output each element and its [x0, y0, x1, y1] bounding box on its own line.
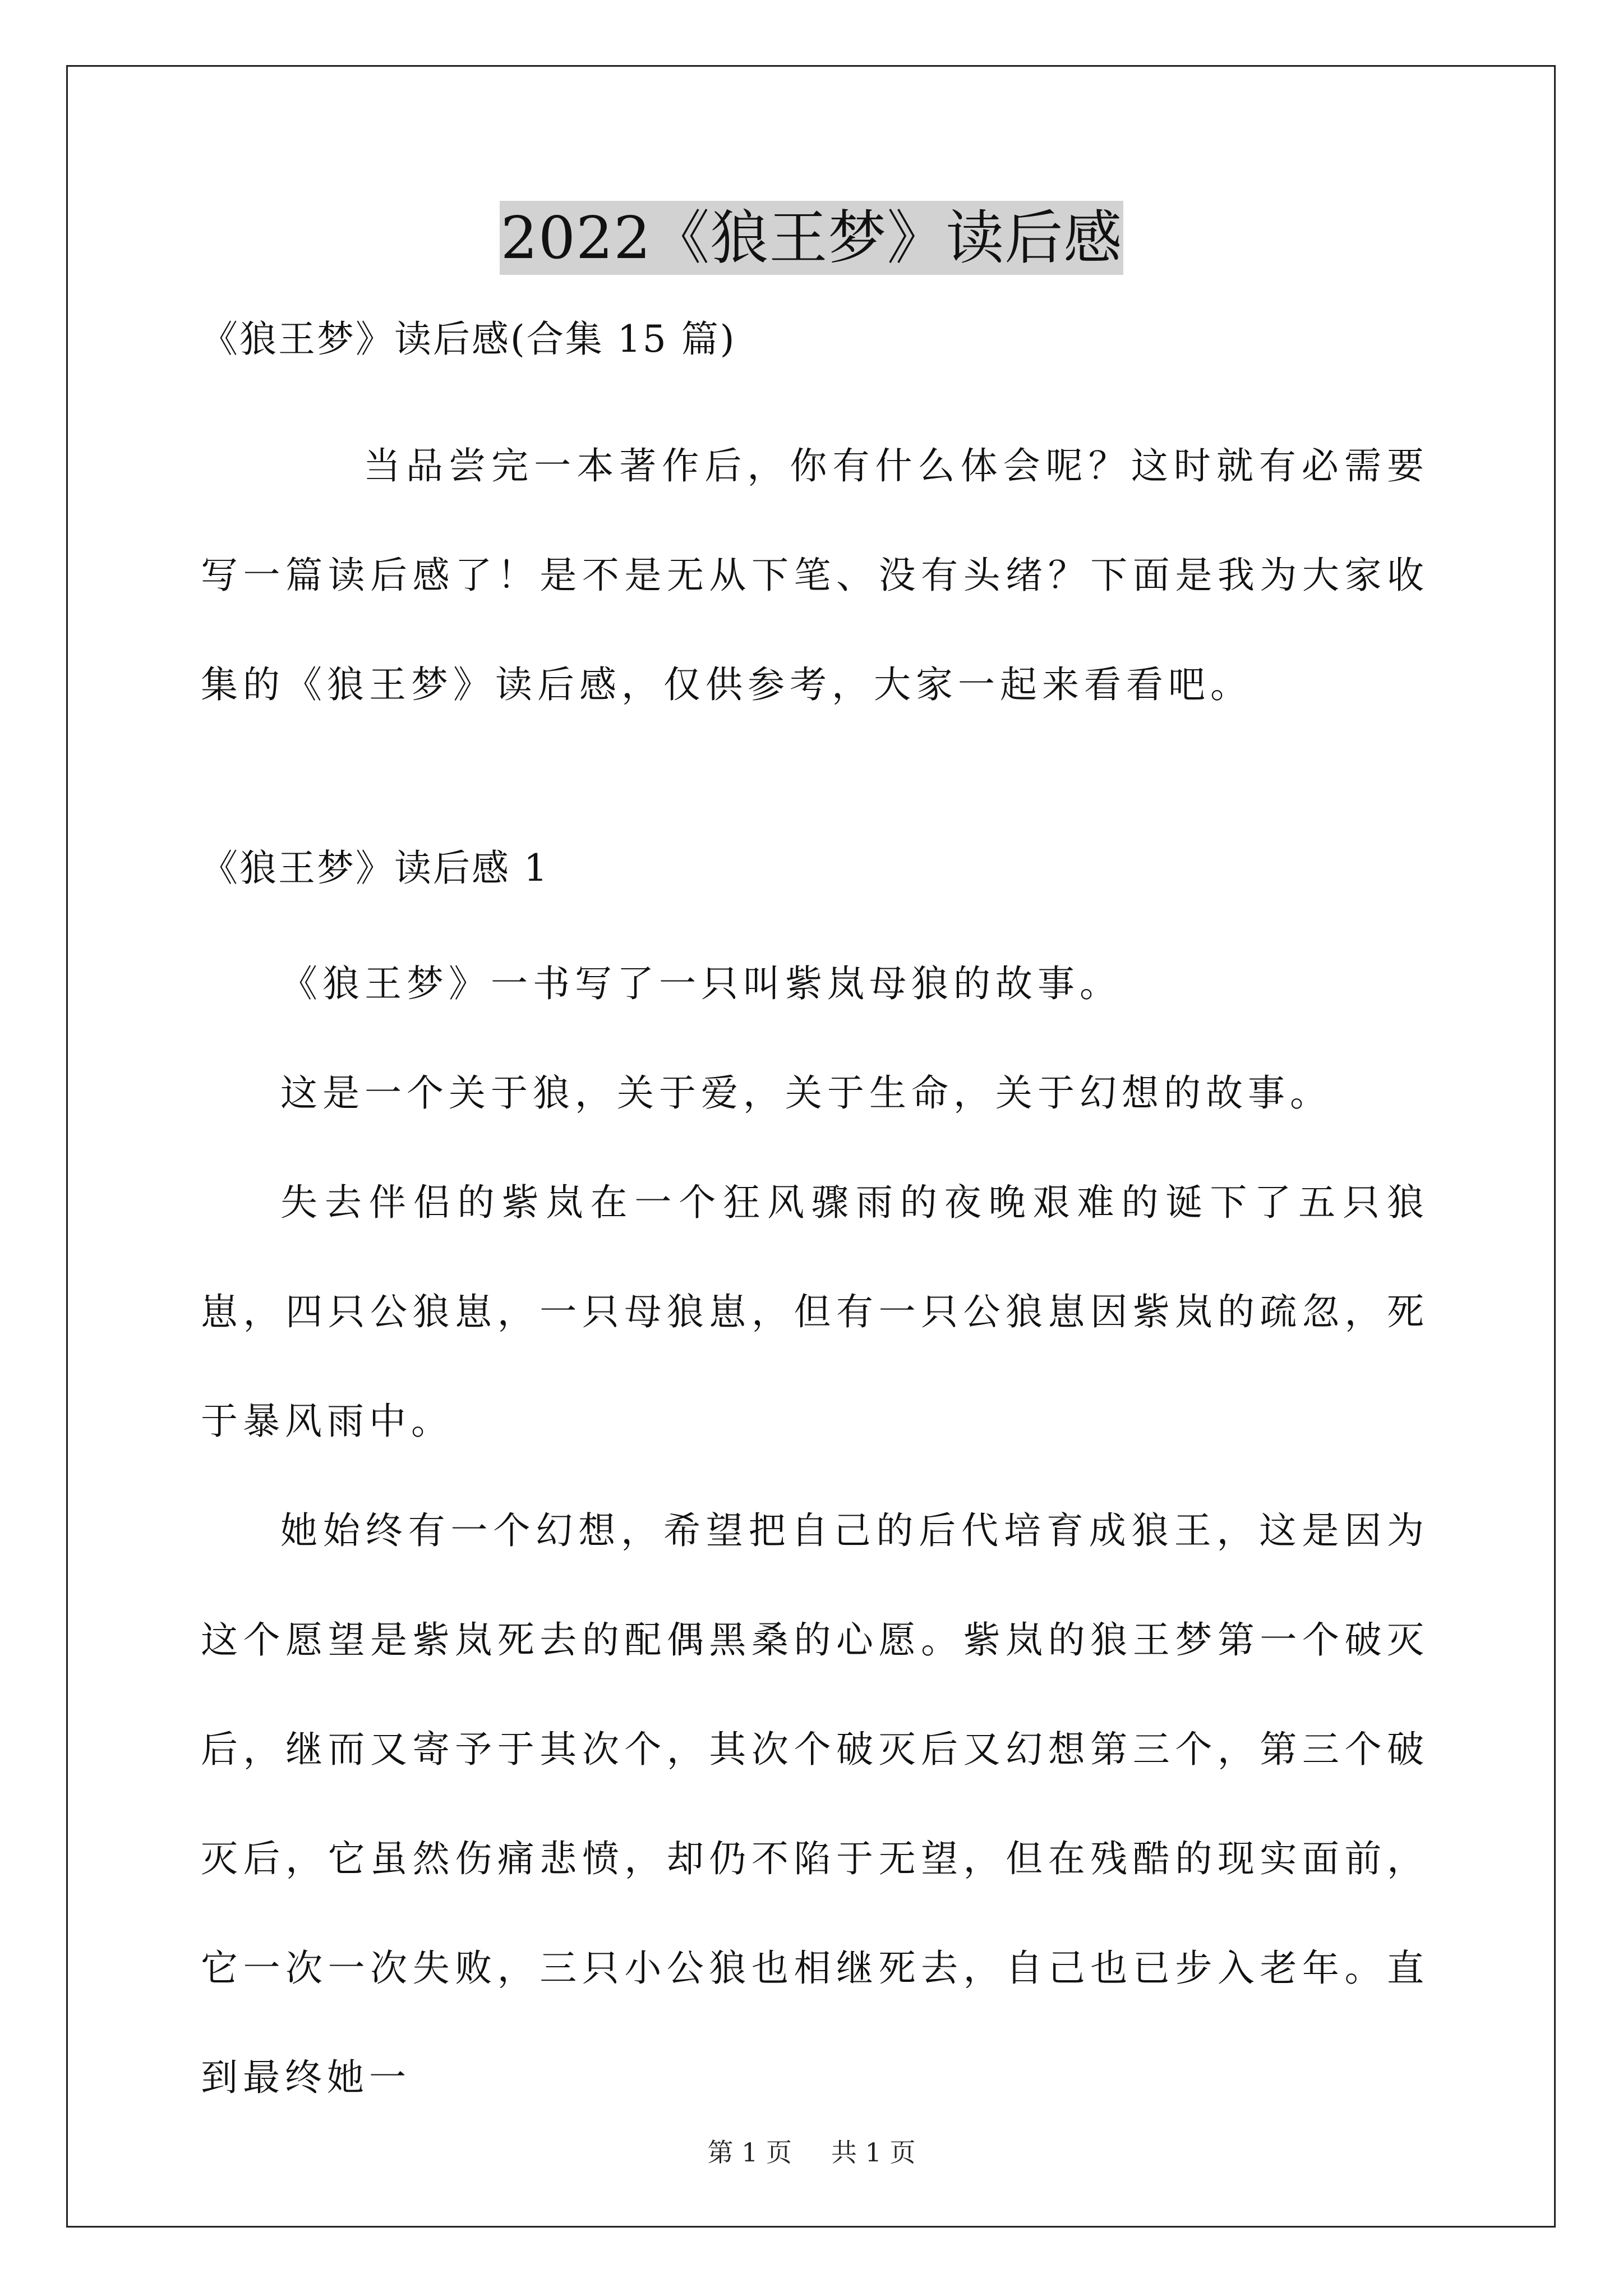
body-paragraph: 失去伴侣的紫岚在一个狂风骤雨的夜晚艰难的诞下了五只狼崽，四只公狼崽，一只母狼崽，但有一只公狼崽因紫岚的疏忽，死于暴风雨中。	[201, 1181, 1429, 1443]
document-body	[201, 306, 1429, 2132]
page-number: 第 1 页	[707, 2137, 792, 2168]
document-subtitle: 《狼王梦》读后感(合集 15 篇)	[201, 318, 736, 361]
section-heading: 《狼王梦》读后感 1	[201, 846, 549, 890]
document-title: 2022《狼王梦》读后感	[500, 201, 1124, 275]
body-paragraph: 这是一个关于狼，关于爱，关于生命，关于幻想的故事。	[280, 1071, 1332, 1115]
page-total: 共 1 页	[831, 2137, 916, 2168]
page-footer	[0, 2136, 1623, 2169]
intro-paragraph: 当品尝完一本著作后，你有什么体会呢？这时就有必需要写一篇读后感了！是不是无从下笔、没有头绪？下面是我为大家收集的《狼王梦》读后感，仅供参考，大家一起来看看吧。	[201, 444, 1429, 706]
title-container	[0, 201, 1623, 275]
body-paragraph: 她始终有一个幻想，希望把自己的后代培育成狼王，这是因为这个愿望是紫岚死去的配偶黑桑的心愿。紫岚的狼王梦第一个破灭后，继而又寄予于其次个，其次个破灭后又幻想第三个，第三个破灭后，它虽然伤痛悲愤，却仍不陷于无望，但在残酷的现实面前，它一次一次失败，三只小公狼也相继死去，自己也已步入老年。直到最终她一	[201, 1509, 1429, 2099]
body-paragraph: 《狼王梦》一书写了一只叫紫岚母狼的故事。	[280, 962, 1122, 1005]
